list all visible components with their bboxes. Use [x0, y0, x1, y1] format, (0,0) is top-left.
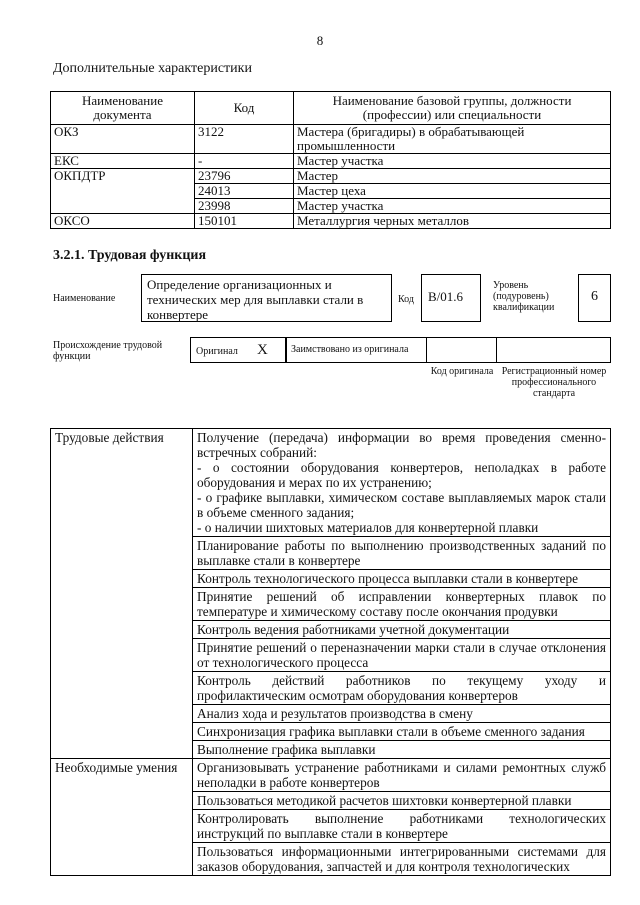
cell-doc: ЕКС	[51, 154, 195, 169]
cell-name: Мастера (бригадиры) в обрабатывающей промышленности	[294, 125, 611, 154]
table-row	[51, 169, 611, 184]
labor-action-item: Выполнение графика выплавки	[193, 741, 611, 759]
labor-actions-label: Трудовые действия	[51, 429, 193, 759]
cell-doc: ОКЗ	[51, 125, 195, 154]
additional-characteristics-table	[50, 91, 611, 229]
code-original-caption: Код оригинала	[430, 366, 494, 377]
code-value: B/01.6	[428, 289, 464, 304]
table-row	[51, 759, 611, 792]
code-box	[421, 274, 481, 322]
table-row	[51, 429, 611, 537]
skill-item: Пользоваться методикой расчетов шихтовки конвертерной плавки	[193, 792, 611, 810]
cell-name: Мастер	[294, 169, 611, 184]
borrowed-label: Заимствовано из оригинала	[291, 344, 409, 355]
labor-action-item: Принятие решений об исправлении конвертерных плавок по температуре и химическому составу после окончания продувки	[193, 588, 611, 621]
name-label: Наименование	[53, 293, 116, 304]
page-number: 8	[316, 33, 324, 48]
cell-code: -	[195, 154, 294, 169]
reg-number-cell	[496, 337, 611, 363]
labor-action-item: Получение (передача) информации во время проведения сменно-встречных собраний: - о состоянии оборудования конвертеров, неполадках в работе оборудования и мерах по их устранению; - о графике выплавки, химическом составе выплавляемых марок стали в объеме сменного задания; - о наличии шихтовых материалов для конвертерной плавки	[193, 429, 611, 537]
labor-action-item: Контроль действий работников по текущему уходу и профилактическим осмотрам оборудования конвертеров	[193, 672, 611, 705]
reg-number-caption: Регистрационный номер профессионального стандарта	[501, 366, 607, 399]
cell-doc: ОКПДТР	[51, 169, 195, 214]
cell-code: 23998	[195, 199, 294, 214]
labor-action-item: Принятие решений о переназначении марки стали в случае отклонения от технологического процесса	[193, 639, 611, 672]
header-name: Наименование базовой группы, должности (профессии) или специальности	[294, 92, 611, 125]
table-row	[51, 154, 611, 169]
table-header-row	[51, 92, 611, 125]
level-box	[578, 274, 611, 322]
labor-action-item: Планирование работы по выполнению производственных заданий по выплавке стали в конвертере	[193, 537, 611, 570]
level-value: 6	[591, 289, 598, 304]
cell-code: 150101	[195, 214, 294, 229]
labor-action-item: Контроль технологического процесса выплавки стали в конвертере	[193, 570, 611, 588]
borrowed-cell	[286, 337, 427, 363]
table-row	[51, 214, 611, 229]
cell-name: Мастер участка	[294, 154, 611, 169]
labor-action-item: Синхронизация графика выплавки стали в объеме сменного задания	[193, 723, 611, 741]
original-mark: X	[257, 342, 268, 358]
cell-doc: ОКСО	[51, 214, 195, 229]
original-cell	[190, 337, 286, 363]
labor-action-item: Контроль ведения работниками учетной документации	[193, 621, 611, 639]
cell-code: 24013	[195, 184, 294, 199]
header-code: Код	[195, 92, 294, 125]
code-label: Код	[398, 294, 414, 305]
cell-code: 23796	[195, 169, 294, 184]
section-title: Дополнительные характеристики	[53, 61, 252, 76]
origin-label: Происхождение трудовой функции	[53, 340, 163, 362]
cell-code: 3122	[195, 125, 294, 154]
skills-label: Необходимые умения	[51, 759, 193, 876]
header-doc: Наименование документа	[51, 92, 195, 125]
code-original-cell	[426, 337, 497, 363]
function-name-box	[141, 274, 392, 322]
function-name-value: Определение организационных и технических мер для выплавки стали в конвертере	[147, 277, 364, 322]
cell-name: Мастер участка	[294, 199, 611, 214]
function-heading: 3.2.1. Трудовая функция	[53, 248, 207, 263]
level-label: Уровень (подуровень) квалификации	[493, 280, 555, 313]
labor-action-item: Анализ хода и результатов производства в смену	[193, 705, 611, 723]
cell-name: Мастер цеха	[294, 184, 611, 199]
skill-item: Контролировать выполнение работниками технологических инструкций по выплавке стали в конвертере	[193, 810, 611, 843]
cell-name: Металлургия черных металлов	[294, 214, 611, 229]
original-label: Оригинал	[196, 346, 238, 357]
table-row	[51, 125, 611, 154]
skill-item: Пользоваться информационными интегрированными системами для заказов оборудования, запчастей и для контроля технологических	[193, 843, 611, 876]
labor-actions-table	[50, 428, 611, 876]
skill-item: Организовывать устранение работниками и силами ремонтных служб неполадки в работе конвертеров	[193, 759, 611, 792]
